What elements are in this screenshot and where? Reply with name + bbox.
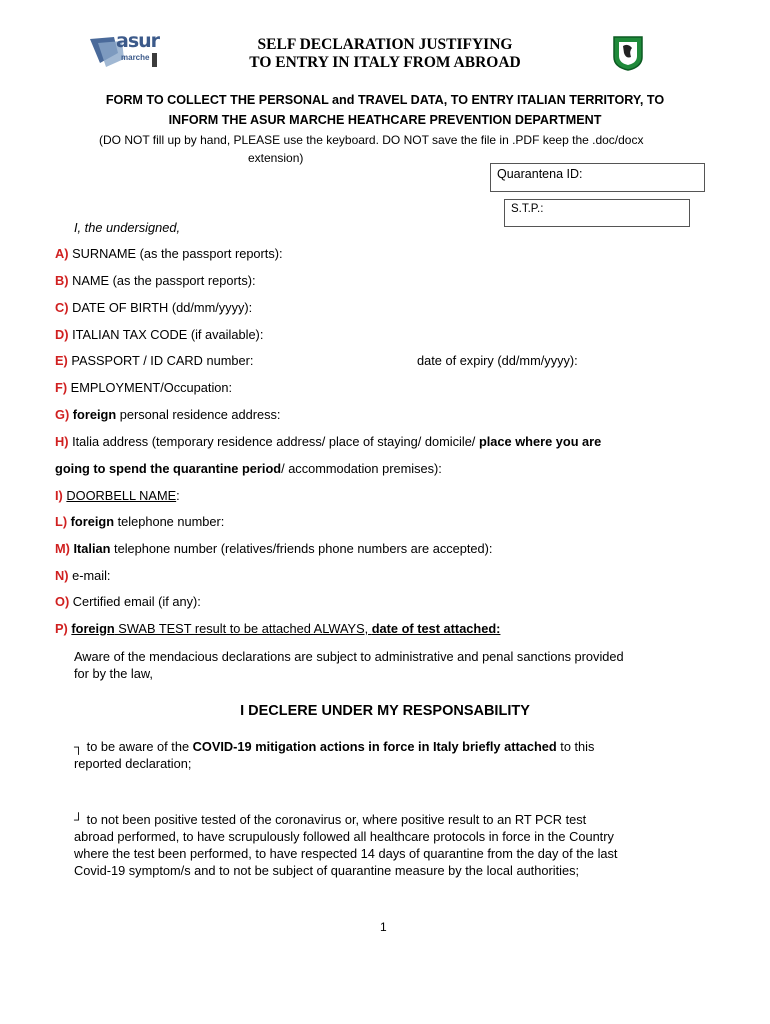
declaration-text: to be aware of the <box>83 739 193 754</box>
form-subheading-line1: FORM TO COLLECT THE PERSONAL and TRAVEL DATA, TO ENTRY ITALIAN TERRITORY, TO <box>105 93 665 107</box>
document-title-line1: SELF DECLARATION JUSTIFYING <box>257 36 513 53</box>
field-tax-code[interactable] <box>55 327 263 342</box>
checkbox-mark-icon[interactable]: ┐ <box>74 739 84 754</box>
field-foreign-telephone[interactable] <box>55 514 224 529</box>
field-italia-address[interactable] <box>55 434 601 449</box>
instruction-note-line1: (DO NOT fill up by hand, PLEASE use the keyboard. DO NOT save the file in .PDF keep the .doc/docx <box>99 133 644 147</box>
declaration-text: Covid-19 symptom/s and to not be subject of quarantine measure by the local authorities; <box>74 863 580 878</box>
field-date-of-birth[interactable] <box>55 300 252 315</box>
field-emphasis: Italian <box>73 541 111 556</box>
logo-text: asur <box>116 30 160 52</box>
field-surname[interactable] <box>55 246 283 261</box>
field-label: ITALIAN TAX CODE (if available): <box>72 327 264 342</box>
field-letter: G) <box>55 407 70 422</box>
field-label: DATE OF BIRTH (dd/mm/yyyy): <box>72 300 253 315</box>
declaration-text: to this <box>556 739 595 754</box>
declaration-emphasis: COVID-19 mitigation actions in force in Italy briefly attached <box>192 739 557 754</box>
instruction-note-line2: extension) <box>248 151 304 165</box>
field-letter: A) <box>55 246 69 261</box>
declaration-item-1[interactable] <box>74 738 704 772</box>
stp-field[interactable] <box>504 199 690 227</box>
field-letter: B) <box>55 273 69 288</box>
field-letter: P) <box>55 621 68 636</box>
field-label: telephone number: <box>114 514 225 529</box>
field-label: EMPLOYMENT/Occupation: <box>70 380 233 395</box>
quarantena-id-field[interactable] <box>490 163 705 192</box>
field-name[interactable] <box>55 273 256 288</box>
field-emphasis: foreign <box>72 407 117 422</box>
stp-label: S.T.P.: <box>511 203 544 215</box>
field-email[interactable] <box>55 568 110 583</box>
field-label-underlined: DOORBELL NAME <box>66 488 177 503</box>
field-foreign-residence[interactable] <box>55 407 280 422</box>
field-passport-number[interactable] <box>55 353 253 368</box>
field-letter: D) <box>55 327 69 342</box>
field-doorbell-name[interactable] <box>55 488 180 503</box>
field-label: SURNAME (as the passport reports): <box>72 246 283 261</box>
field-letter: E) <box>55 353 68 368</box>
page-number: 1 <box>380 920 387 934</box>
declaration-text: to not been positive tested of the coronavirus or, where positive result to an RT PCR test <box>83 812 587 827</box>
field-letter: M) <box>55 541 70 556</box>
field-label: SWAB TEST result to be attached ALWAYS, <box>114 621 372 636</box>
field-passport-expiry[interactable]: date of expiry (dd/mm/yyyy): <box>417 353 578 368</box>
form-subheading-line2: INFORM THE ASUR MARCHE HEATHCARE PREVENTION DEPARTMENT <box>168 113 602 127</box>
field-label: e-mail: <box>68 568 111 583</box>
field-italian-telephone[interactable] <box>55 541 492 556</box>
checkbox-mark-icon[interactable]: ┘ <box>74 812 84 827</box>
declaration-text: reported declaration; <box>74 756 192 771</box>
regional-emblem-icon <box>612 35 644 71</box>
field-emphasis: foreign <box>70 514 115 529</box>
field-letter: O) <box>55 594 70 609</box>
field-label: Certified email (if any): <box>69 594 201 609</box>
field-letter: I) <box>55 488 63 503</box>
field-label: telephone number (relatives/friends phone numbers are accepted): <box>110 541 493 556</box>
field-label: / accommodation premises): <box>281 461 442 476</box>
declaration-item-2[interactable] <box>74 811 704 879</box>
field-certified-email[interactable] <box>55 594 201 609</box>
logo-subtext: marche <box>121 53 150 62</box>
aware-line: Aware of the mendacious declarations are subject to administrative and penal sanctions provided <box>74 649 624 664</box>
field-letter: F) <box>55 380 68 395</box>
undersigned-text: I, the undersigned, <box>74 220 181 235</box>
field-letter: C) <box>55 300 69 315</box>
field-label: personal residence address: <box>116 407 281 422</box>
field-italia-address-continued <box>55 461 442 476</box>
field-emphasis: foreign <box>71 621 115 636</box>
field-label: : <box>176 488 180 503</box>
field-letter: H) <box>55 434 69 449</box>
field-label: PASSPORT / ID CARD number: <box>71 353 254 368</box>
document-title-line2: TO ENTRY IN ITALY FROM ABROAD <box>249 54 521 71</box>
declaration-heading: I DECLERE UNDER MY RESPONSABILITY <box>240 703 530 719</box>
asur-marche-logo <box>88 30 163 71</box>
aware-paragraph <box>74 648 704 682</box>
field-employment[interactable] <box>55 380 232 395</box>
field-swab-test[interactable] <box>55 621 500 636</box>
field-label: Italia address (temporary residence address/ place of staying/ domicile/ <box>68 434 479 449</box>
field-letter: N) <box>55 568 69 583</box>
field-emphasis: place where you are <box>478 434 602 449</box>
aware-line: for by the law, <box>74 666 153 681</box>
field-label: NAME (as the passport reports): <box>72 273 256 288</box>
field-letter: L) <box>55 514 68 529</box>
declaration-text: where the test been performed, to have respected 14 days of quarantine from the day of the last <box>74 846 618 861</box>
field-emphasis: date of test attached: <box>371 621 501 636</box>
quarantena-id-label: Quarantena ID: <box>497 167 583 181</box>
declaration-text: abroad performed, to have scrupulously followed all healthcare protocols in force in the Country <box>74 829 614 844</box>
field-emphasis: going to spend the quarantine period <box>55 461 282 476</box>
field-label-underlined <box>71 621 500 636</box>
